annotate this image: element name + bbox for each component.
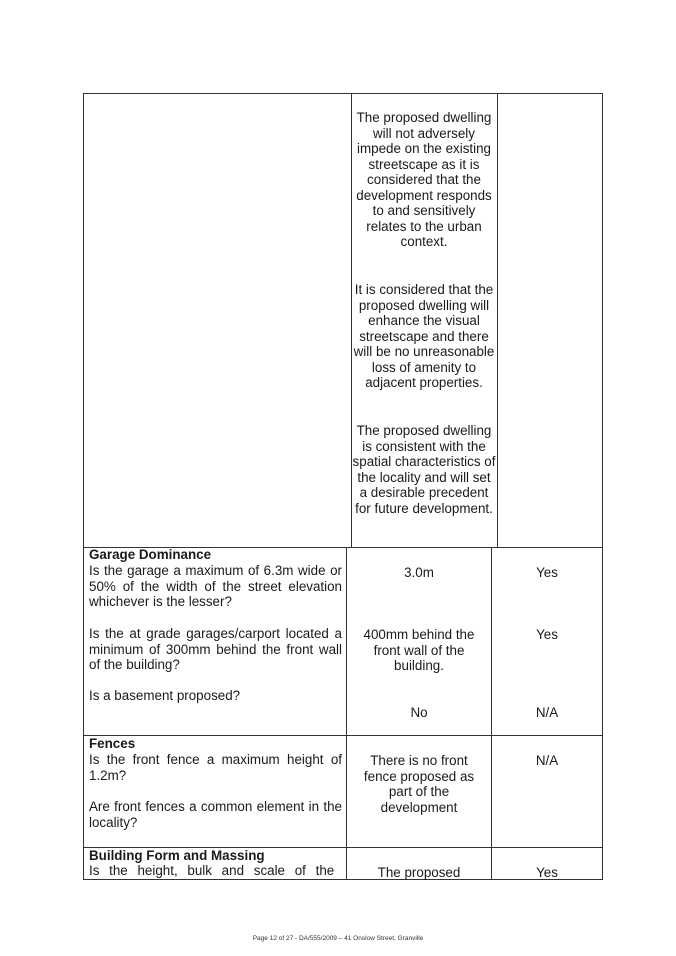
garage-result-3: N/A bbox=[535, 705, 559, 720]
garage-question-3: Is a basement proposed? bbox=[89, 688, 241, 703]
assessment-paragraph-1: The proposed dwelling will not adversely impede on the existing streetscape as it is considered that the development responds to and sensitively relates to the urban context. bbox=[356, 110, 492, 249]
column-divider-2a bbox=[497, 93, 498, 548]
page-footer: Page 12 of 27 - DA/555/2009 – 41 Onslow Street, Granville bbox=[252, 935, 424, 942]
table-border-right bbox=[602, 93, 603, 880]
assessment-paragraph-2: It is considered that the proposed dwelling will enhance the visual streetscape and there will be no unreasonable loss of amenity to adjacent properties. bbox=[353, 282, 495, 390]
garage-answer-3: No bbox=[410, 705, 428, 720]
fences-heading: Fences bbox=[89, 736, 136, 751]
fences-answer-1: There is no front fence proposed as part of the development bbox=[363, 753, 475, 815]
garage-answer-2: 400mm behind the front wall of the building. bbox=[363, 627, 475, 673]
table-border-left bbox=[83, 93, 84, 880]
building-result-1: Yes bbox=[536, 865, 558, 880]
building-question-1: Is the height, bulk and scale of the bbox=[89, 863, 335, 878]
fences-result-1: N/A bbox=[535, 753, 559, 768]
garage-result-1: Yes bbox=[536, 565, 558, 580]
fences-question-2: Are front fences a common element in the locality? bbox=[89, 799, 342, 830]
fences-question-1: Is the front fence a maximum height of 1.2m? bbox=[89, 752, 342, 783]
building-form-heading: Building Form and Massing bbox=[89, 848, 265, 863]
assessment-paragraph-3: The proposed dwelling is consistent with the spatial characteristics of the locality and will set a desirable precedent for future development. bbox=[352, 423, 496, 516]
garage-answer-1: 3.0m bbox=[404, 565, 434, 580]
garage-question-1: Is the garage a maximum of 6.3m wide or 50% of the width of the street elevation whichever is the lesser? bbox=[89, 563, 342, 609]
table-border-top bbox=[83, 93, 603, 94]
garage-result-2: Yes bbox=[536, 627, 558, 642]
garage-question-2: Is the at grade garages/carport located a minimum of 300mm behind the front wall of the building? bbox=[89, 626, 342, 672]
building-answer-1: The proposed bbox=[377, 865, 461, 880]
garage-dominance-heading: Garage Dominance bbox=[89, 547, 212, 562]
